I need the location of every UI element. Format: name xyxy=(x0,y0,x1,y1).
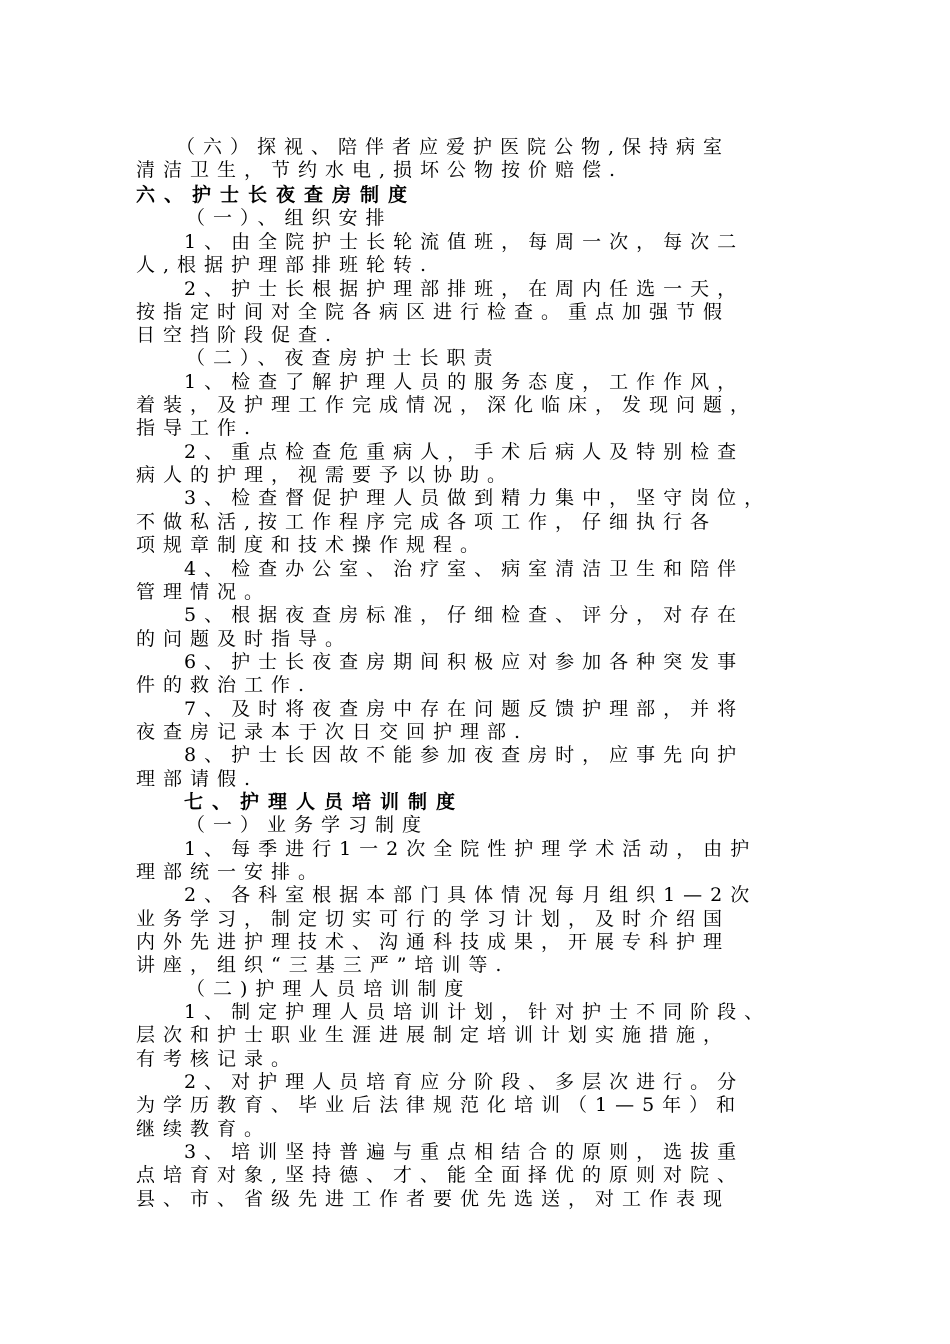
text-line: 病人的护理，视需要予以协助。 xyxy=(136,464,515,486)
text-line: 清洁卫生，节约水电,损坏公物按价赔偿. xyxy=(136,159,624,181)
section-heading: 七、护理人员培训制度 xyxy=(184,791,465,813)
text-line: 2、对护理人员培育应分阶段、多层次进行。分 xyxy=(184,1071,745,1093)
text-line: 夜查房记录本于次日交回护理部. xyxy=(136,721,529,743)
text-line: 1、检查了解护理人员的服务态度，工作作风， xyxy=(184,371,745,393)
section-heading: 六、护士长夜查房制度 xyxy=(136,184,417,206)
subsection-heading: （一）业务学习制度 xyxy=(186,814,430,836)
text-line: 为学历教育、毕业后法律规范化培训（1—5年）和 xyxy=(136,1094,744,1116)
text-line: 2、重点检查危重病人，手术后病人及特别检查 xyxy=(184,441,745,463)
text-line: （六）探视、陪伴者应爱护医院公物,保持病室 xyxy=(176,136,731,158)
text-line: 继续教育。 xyxy=(136,1118,272,1140)
text-line: 2、护士长根据护理部排班，在周内任选一天， xyxy=(184,278,745,300)
subsection-heading: （二)护理人员培训制度 xyxy=(186,978,472,1000)
text-line: 着装，及护理工作完成情况，深化临床，发现问题， xyxy=(136,394,758,416)
text-line: 8、护士长因故不能参加夜查房时，应事先向护 xyxy=(184,744,745,766)
text-line: 人,根据护理部排班轮转. xyxy=(136,254,435,276)
text-line: 3、培训坚持普遍与重点相结合的原则，选拔重 xyxy=(184,1141,745,1163)
text-line: 按指定时间对全院各病区进行检查。重点加强节假 xyxy=(136,301,731,323)
text-line: 讲座，组织“三基三严”培训等. xyxy=(136,954,510,976)
text-line: 日空挡阶段促查. xyxy=(136,324,340,346)
text-line: 7、及时将夜查房中存在问题反馈护理部，并将 xyxy=(184,698,745,720)
text-line: 县、市、省级先进工作者要优先选送，对工作表现 xyxy=(136,1188,731,1210)
text-line: 项规章制度和技术操作规程。 xyxy=(136,534,488,556)
subsection-heading: （二）、夜查房护士长职责 xyxy=(186,347,501,369)
text-line: 理部统一安排。 xyxy=(136,861,326,883)
text-line: 5、根据夜查房标准，仔细检查、评分，对存在 xyxy=(184,604,745,626)
text-line: 有考核记录。 xyxy=(136,1048,299,1070)
text-line: 2、各科室根据本部门具体情况每月组织1—2次 xyxy=(184,884,758,906)
text-line: 理部请假. xyxy=(136,768,259,790)
text-line: 点培育对象,坚持德、才、能全面择优的原则对院、 xyxy=(136,1164,745,1186)
text-line: 不做私活,按工作程序完成各项工作，仔细执行各 xyxy=(136,511,718,533)
text-line: 层次和护士职业生涯进展制定培训计划实施措施， xyxy=(136,1024,731,1046)
text-line: 6、护士长夜查房期间积极应对参加各种突发事 xyxy=(184,651,745,673)
text-line: 指导工作. xyxy=(136,417,259,439)
text-line: 管理情况。 xyxy=(136,581,272,603)
text-line: 1、制定护理人员培训计划，针对护士不同阶段、 xyxy=(184,1001,772,1023)
text-line: 件的救治工作. xyxy=(136,674,313,696)
text-line: 1、由全院护士长轮流值班，每周一次，每次二 xyxy=(184,231,745,253)
subsection-heading: （一）、组织安排 xyxy=(186,207,393,229)
text-line: 的问题及时指导。 xyxy=(136,628,353,650)
text-line: 业务学习，制定切实可行的学习计划，及时介绍国 xyxy=(136,908,731,930)
text-line: 3、检查督促护理人员做到精力集中，坚守岗位， xyxy=(184,487,772,509)
text-line: 4、检查办公室、治疗室、病室清洁卫生和陪伴 xyxy=(184,558,745,580)
text-line: 内外先进护理技术、沟通科技成果，开展专科护理 xyxy=(136,931,731,953)
text-line: 1、每季进行1一2次全院性护理学术活动，由护 xyxy=(184,838,758,860)
